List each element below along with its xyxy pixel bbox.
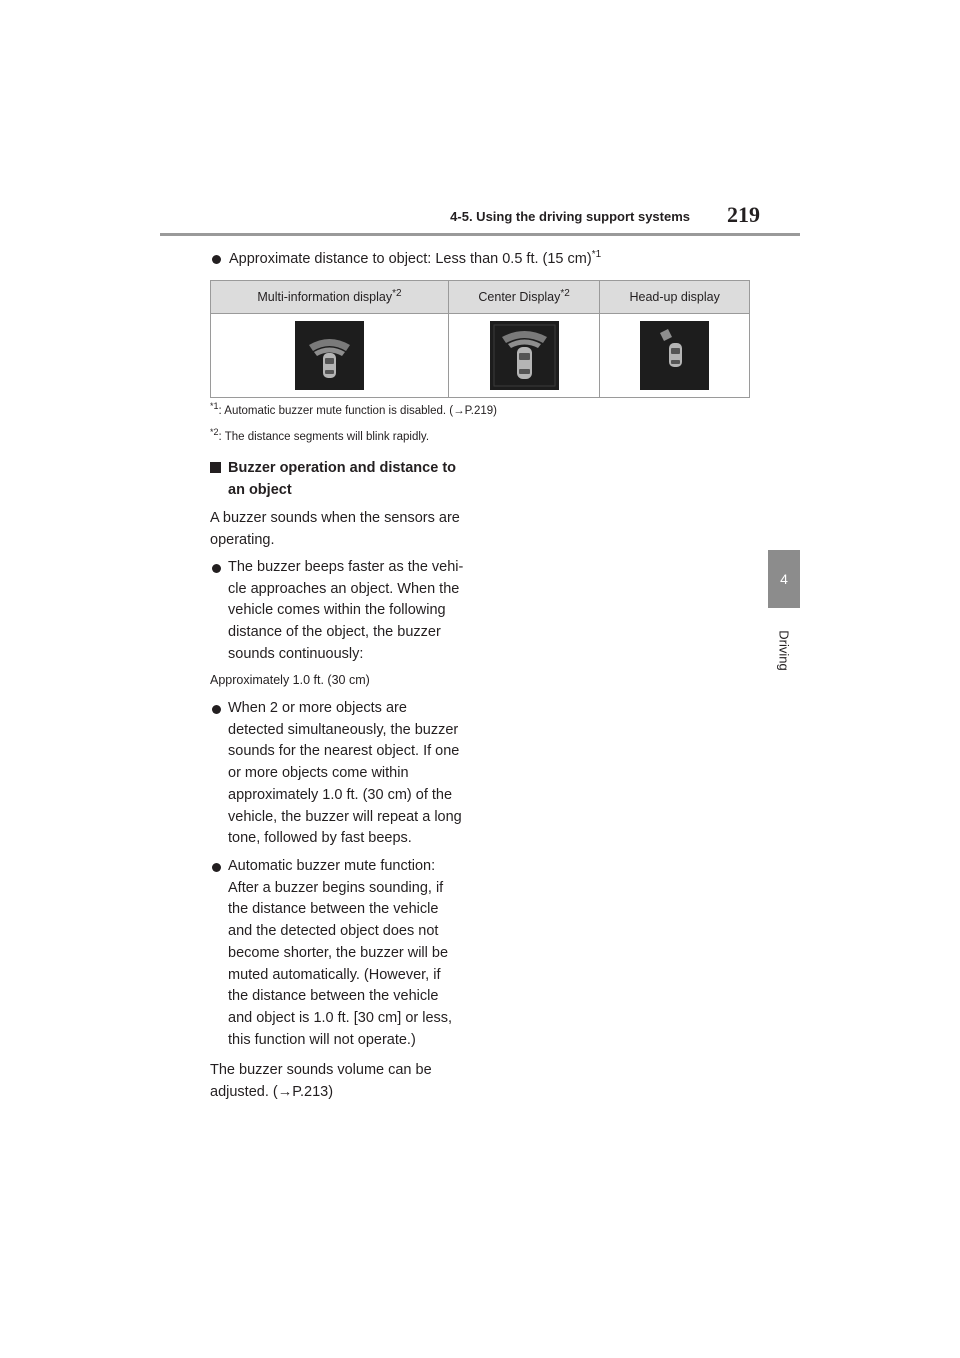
volume-paragraph: The buzzer sounds volume can be adjusted. (→P.213) [210,1062,432,1100]
footnote-1-page-link[interactable]: P.219) [464,405,498,417]
cell-center-display-image [448,314,599,398]
col-header-center-display: Center Display$^{*2}$ [448,281,599,314]
chapter-tab-label: Driving [776,629,792,671]
bullet-two-objects: When 2 or more objects are detected simultaneously, the buzzer sounds for the nearest object. If one or more objects come within approximately 1.0 ft. (30 cm) of the vehicle, the buzzer will repeat a long tone, followed by fast beeps. [210,698,468,850]
intro-paragraph: A buzzer sounds when the sensors are operating. [210,510,460,548]
bullet-dot [212,705,221,714]
bullet-buzzer-faster: The buzzer beeps faster as the vehi- cle approaches an object. When the vehicle comes within the following distance of the object, the buzzer sounds continuously: [210,557,468,666]
footnote-1: $^{*1}$: Automatic buzzer mute function is disabled. (→P.219) [210,401,498,417]
cell-head-up-image [600,314,750,398]
bullet-approx-distance-text: Approximate distance to object: Less than 0.5 ft. (15 cm) [229,251,592,267]
head-up-display-image [640,321,709,390]
header-rule [160,233,800,236]
bullet-dot [212,863,221,872]
cell-multi-info-image [211,314,449,398]
chapter-tab-number[interactable]: 4 [768,550,800,608]
col-header-multi-info: Multi-information display$^{*2}$ [211,281,449,314]
bullet-dot [212,564,221,573]
subheading-buzzer-operation: Buzzer operation and distance to an object [210,457,480,501]
page-number: 219 [727,202,760,227]
center-display-image [490,321,559,390]
bullet-dot [212,255,221,264]
volume-page-link[interactable]: P.213) [292,1084,334,1100]
header-section-title: 4-5. Using the driving support systems [450,209,690,224]
col-header-head-up: Head-up display [600,281,750,314]
bullet-auto-mute: Automatic buzzer mute function: After a buzzer begins sounding, if the distance between the vehicle and the detected object does not become shorter, the buzzer will be muted automatically. (However, if the distance between the vehicle and object is 1.0 ft. [30 cm] or less, this function will not operate.) [210,856,468,1051]
footnote-2: $^{*2}$: The distance segments will blink rapidly. [210,427,430,443]
square-bullet-icon [210,462,221,473]
display-table [210,280,750,398]
approx-distance-note: Approximately 1.0 ft. (30 cm) [210,673,370,687]
bullet-approx-distance [212,248,632,270]
footnote-ref-1: *1 [591,249,602,261]
multi-info-display-image [295,321,364,390]
